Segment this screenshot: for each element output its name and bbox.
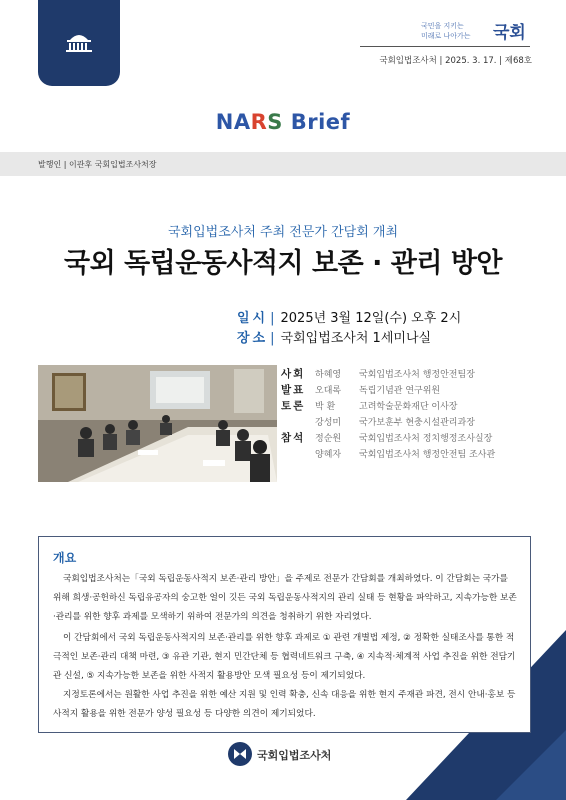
participant-name: 박 환 [315, 402, 336, 412]
slogan-brand: 국회 [493, 23, 526, 43]
national-assembly-emblem-tab [38, 0, 120, 86]
publisher-bar [0, 152, 566, 176]
page-title: 국외 독립운동사적지 보존 · 관리 방안 [64, 248, 502, 279]
logo-part-3: S [267, 110, 283, 134]
slogan-line-1: 국민을 지키는 [421, 22, 464, 30]
participant-org: 독립기념관 연구위원 [359, 386, 441, 396]
participant-org: 국가보훈부 현충시설관리과장 [359, 418, 475, 428]
participant-name: 하혜영 [315, 370, 342, 380]
participant-org: 고려학술문화재단 이사장 [359, 402, 458, 412]
event-place-row [237, 327, 431, 346]
date-separator: | [270, 311, 275, 326]
place-separator: | [270, 331, 275, 346]
issue-info: 국회입법조사처 | 2025. 3. 17. | 제68호 [379, 56, 532, 66]
summary-heading: 개요 [53, 551, 77, 565]
logo-part-4: Brief [282, 110, 351, 134]
participant-org: 국회입법조사처 정치행정조사실장 [359, 434, 493, 444]
summary-paragraph-3: 지정토론에서는 원활한 사업 추진을 위한 예산 지원 및 인력 확충, 신속 대응을 위한 현지 주재관 파견, 전시 안내·홍보 등 사적지 활용을 위한 전문가 양성 필요성 등 다양한 의견이 제기되었다. [53, 690, 516, 719]
participant-role: 참석 [281, 432, 306, 444]
nars-emblem-icon [227, 741, 253, 767]
summary-paragraph-1: 국회입법조사처는「국외 독립운동사적지 보존·관리 방안」을 주제로 전문가 간담회를 개최하였다. 이 간담회는 국가를 위해 희생·공헌하신 독립유공자의 숭고한 얼이 깃든 국외 독립운동사적지의 관리 실태 등 현황을 파악하고, 지속가능한 보존·관리를 위한 향후 과제를 모색하기 위하여 전문가의 의견을 청취하기 위한 자리였다. [53, 574, 517, 622]
participant-name: 양혜자 [315, 450, 342, 460]
footer-org-logo [227, 741, 377, 767]
participant-role: 발표 [281, 384, 306, 396]
summary-paragraph-2: 이 간담회에서 국외 독립운동사적지의 보존·관리를 위한 향후 과제로 ① 관련 개별법 제정, ② 정확한 실태조사를 통한 적극적인 보존·관리 대책 마련, ③ 유관 기관, 현지 민간단체 등 협력네트워크 구축, ④ 지속적·체계적 사업 추진을 위한 전담기관 신설, ⑤ 지속가능한 보존을 위한 사적지 활용방안 모색 필요성 등이 제기되었다. [53, 633, 516, 681]
national-assembly-slogan-logo [421, 20, 531, 44]
participant-name: 오대록 [315, 386, 342, 396]
participant-org: 국회입법조사처 행정안전팀장 [359, 370, 475, 380]
participant-org: 국회입법조사처 행정안전팀 조사관 [359, 450, 496, 460]
meeting-photo [38, 365, 277, 482]
date-value: 2025년 3월 12일(수) 오후 2시 [280, 311, 462, 326]
place-value: 국회입법조사처 1세미나실 [280, 331, 432, 346]
logo-part-1: NA [215, 110, 251, 134]
logo-part-2: R [250, 110, 268, 134]
participant-name: 강성미 [315, 418, 342, 428]
header-divider [360, 46, 530, 47]
date-label: 일시 [237, 311, 269, 326]
assembly-building-icon [64, 30, 94, 54]
event-date-row [237, 307, 461, 326]
participant-role: 사회 [281, 368, 306, 380]
summary-box [38, 536, 531, 733]
participant-role: 토론 [281, 400, 306, 412]
event-subtitle: 국회입법조사처 주최 전문가 간담회 개최 [167, 225, 398, 240]
place-label: 장소 [237, 331, 269, 346]
slogan-line-2: 미래로 나아가는 [421, 32, 471, 40]
nars-brief-logo [0, 110, 566, 134]
footer-org-name: 국회입법조사처 [257, 749, 332, 762]
participant-name: 정순원 [315, 434, 342, 444]
publisher-text: 발행인 | 이관후 국회입법조사처장 [38, 160, 157, 169]
